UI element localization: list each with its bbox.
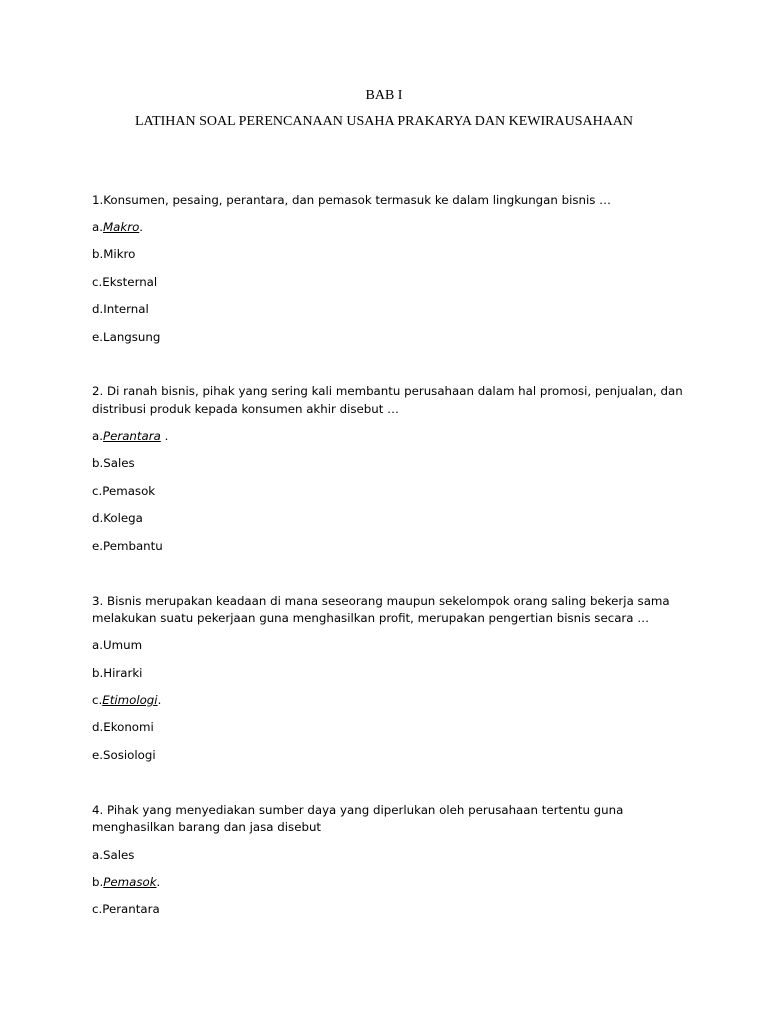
option-text: Pembantu (103, 539, 163, 553)
option-prefix: d. (92, 720, 104, 734)
question-text: 1.Konsumen, pesaing, perantara, dan pemasok termasuk ke dalam lingkungan bisnis … (92, 193, 611, 207)
option-text: Perantara (102, 902, 160, 916)
option-answer: Etimologi (102, 693, 158, 707)
option-prefix: e. (92, 330, 104, 344)
option-b (92, 246, 135, 263)
option-prefix: b. (92, 875, 104, 889)
option-prefix: b. (92, 666, 104, 680)
option-prefix: e. (92, 539, 104, 553)
option-d (92, 719, 154, 736)
option-text: Sales (103, 456, 135, 470)
option-answer: Pemasok (103, 875, 157, 889)
option-c (92, 274, 157, 291)
option-suffix: . (160, 429, 169, 443)
option-prefix: c. (92, 693, 103, 707)
question-text: 2. Di ranah bisnis, pihak yang sering kali membantu perusahaan dalam hal promosi, penjualan, dan (92, 384, 683, 398)
option-d (92, 301, 149, 318)
option-prefix: d. (92, 302, 104, 316)
option-c (92, 901, 160, 918)
option-prefix: d. (92, 511, 104, 525)
option-prefix: c. (92, 902, 103, 916)
question-text: melakukan suatu pekerjaan guna menghasilkan profit, merupakan pengertian bisnis secara … (92, 611, 650, 625)
option-prefix: b. (92, 247, 104, 261)
option-a (92, 219, 143, 236)
option-prefix: a. (92, 638, 103, 652)
option-b (92, 874, 160, 891)
document-title: LATIHAN SOAL PERENCANAAN USAHA PRAKARYA DAN KEWIRAUSAHAAN (134, 114, 634, 129)
option-prefix: b. (92, 456, 104, 470)
option-prefix: a. (92, 429, 103, 443)
option-text: Mikro (103, 247, 136, 261)
option-suffix: . (139, 220, 144, 234)
option-e (92, 747, 156, 764)
option-a (92, 637, 142, 654)
option-b (92, 455, 135, 472)
option-a (92, 428, 168, 445)
option-text: Sales (102, 848, 135, 862)
option-text: Umum (102, 638, 143, 652)
question-text: 4. Pihak yang menyediakan sumber daya yang diperlukan oleh perusahaan tertentu guna (92, 803, 624, 817)
option-text: Internal (103, 302, 149, 316)
option-prefix: a. (92, 220, 103, 234)
option-prefix: e. (92, 748, 104, 762)
option-prefix: c. (92, 484, 103, 498)
option-e (92, 538, 163, 555)
option-text: Pemasok (102, 484, 156, 498)
option-b (92, 665, 142, 682)
option-d (92, 510, 143, 527)
option-suffix: . (157, 693, 162, 707)
option-text: Ekonomi (103, 720, 154, 734)
option-text: Langsung (103, 330, 161, 344)
option-answer: Perantara (102, 429, 161, 443)
option-text: Eksternal (102, 275, 158, 289)
option-text: Kolega (103, 511, 143, 525)
option-prefix: c. (92, 275, 103, 289)
option-a (92, 847, 134, 864)
option-answer: Makro (102, 220, 140, 234)
option-c (92, 483, 155, 500)
option-e (92, 329, 160, 346)
question-text: 3. Bisnis merupakan keadaan di mana seseorang maupun sekelompok orang saling bekerja sama (92, 594, 670, 608)
option-c (92, 692, 161, 709)
question-text: distribusi produk kepada konsumen akhir disebut … (92, 402, 399, 416)
option-prefix: a. (92, 848, 103, 862)
option-text: Sosiologi (103, 748, 156, 762)
option-text: Hirarki (103, 666, 143, 680)
option-suffix: . (156, 875, 161, 889)
question-text: menghasilkan barang dan jasa disebut (92, 820, 322, 834)
chapter-heading: BAB I (365, 88, 403, 103)
